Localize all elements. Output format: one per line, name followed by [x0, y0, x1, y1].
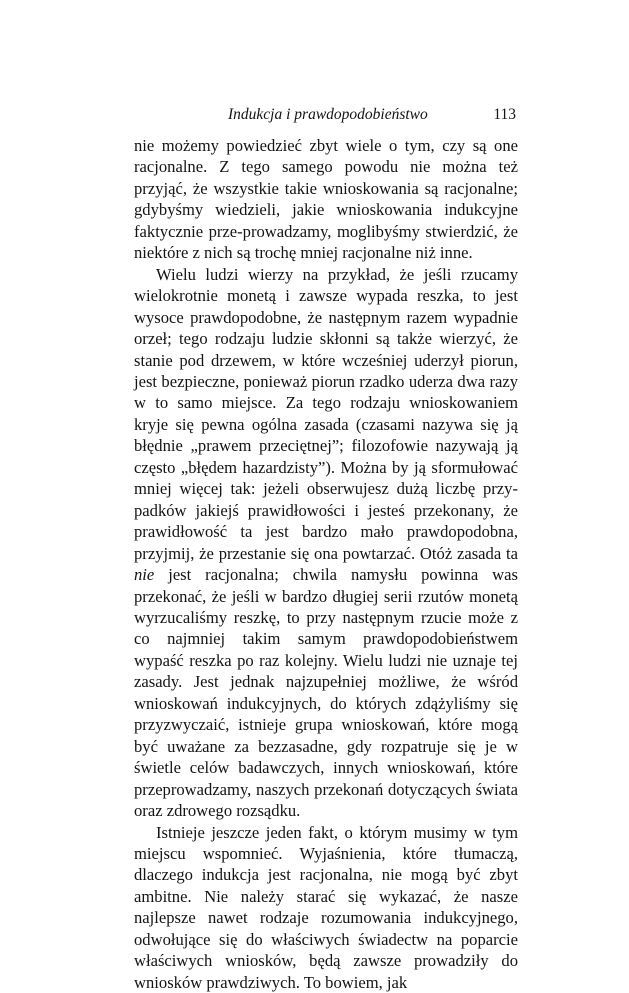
paragraph-2-text-before-emphasis: Wielu ludzi wierzy na przykład, że jeśli rzucamy wielokrotnie monetą i zawsze wypada reszka, to jest wysoce prawdopodobne, że następnym razem wypadnie orzeł; tego rodzaju ludzie skłonni są także wierzyć, że stanie pod drzewem, w które wcześniej uderzył piorun, jest bezpieczne, ponieważ piorun rzadko uderza dwa razy w to samo miejsce. Za tego rodzaju wnioskowaniem kryje się pewna ogólna zasada (czasami nazywa się ją błędnie „prawem przeciętnej”; filozofowie nazywają ją często „błędem hazardzisty”). Można by ją sformułować mniej więcej tak: jeżeli obserwujesz dużą liczbę przy-padków jakiejś prawidłowości i jesteś przekonany, że prawidłowość ta jest bardzo mało prawdopodobna, przyjmij, że przestanie się ona powtarzać. Otóż zasada ta — [134, 265, 518, 563]
paragraph-2-emphasis: nie — [134, 565, 154, 584]
paragraph-2-text-after-emphasis: jest racjonalna; chwila namysłu powinna was przekonać, że jeśli w bardzo długiej serii rzutów monetą wyrzucaliśmy reszkę, to przy następnym rzucie może z co najmniej takim samym prawdopodobieństwem wypaść reszka po raz kolejny. Wielu ludzi nie uznaje tej zasady. Jest jednak najzupełniej możliwe, że wśród wnioskowań indukcyjnych, do których zdążyliśmy się przyzwyczaić, istnieje grupa wnioskowań, które mogą być uważane za bezzasadne, gdy rozpatruje się je w świetle celów badawczych, innych wnioskowań, które przeprowadzamy, naszych przekonań dotyczących świata oraz zdrowego rozsądku. — [134, 565, 518, 820]
paragraph-3: Istnieje jeszcze jeden fakt, o którym musimy w tym miejscu wspomnieć. Wyjaśnienia, które tłumaczą, dlaczego indukcja jest racjonalna, nie mogą być zbyt ambitne. Nie należy starać się wykazać, że nasze najlepsze nawet rodzaje rozumowania indukcyjnego, odwołujące się do właściwych świadectw na poparcie właściwych wniosków, będą zawsze prowadziły do wniosków prawdziwych. To bowiem, jak — [134, 822, 518, 993]
body-text — [134, 135, 518, 993]
running-title: Indukcja i prawdopodobieństwo — [228, 105, 428, 125]
running-head — [136, 105, 516, 125]
paragraph-2 — [134, 264, 518, 822]
page-number: 113 — [493, 105, 516, 125]
paragraph-1: nie możemy powiedzieć zbyt wiele o tym, czy są one racjonalne. Z tego samego powodu nie można też przyjąć, że wszystkie takie wnioskowania są racjonalne; gdybyśmy wiedzieli, jakie wnioskowania indukcyjne faktycznie prze-prowadzamy, moglibyśmy stwierdzić, że niektóre z nich są trochę mniej racjonalne niż inne. — [134, 135, 518, 264]
